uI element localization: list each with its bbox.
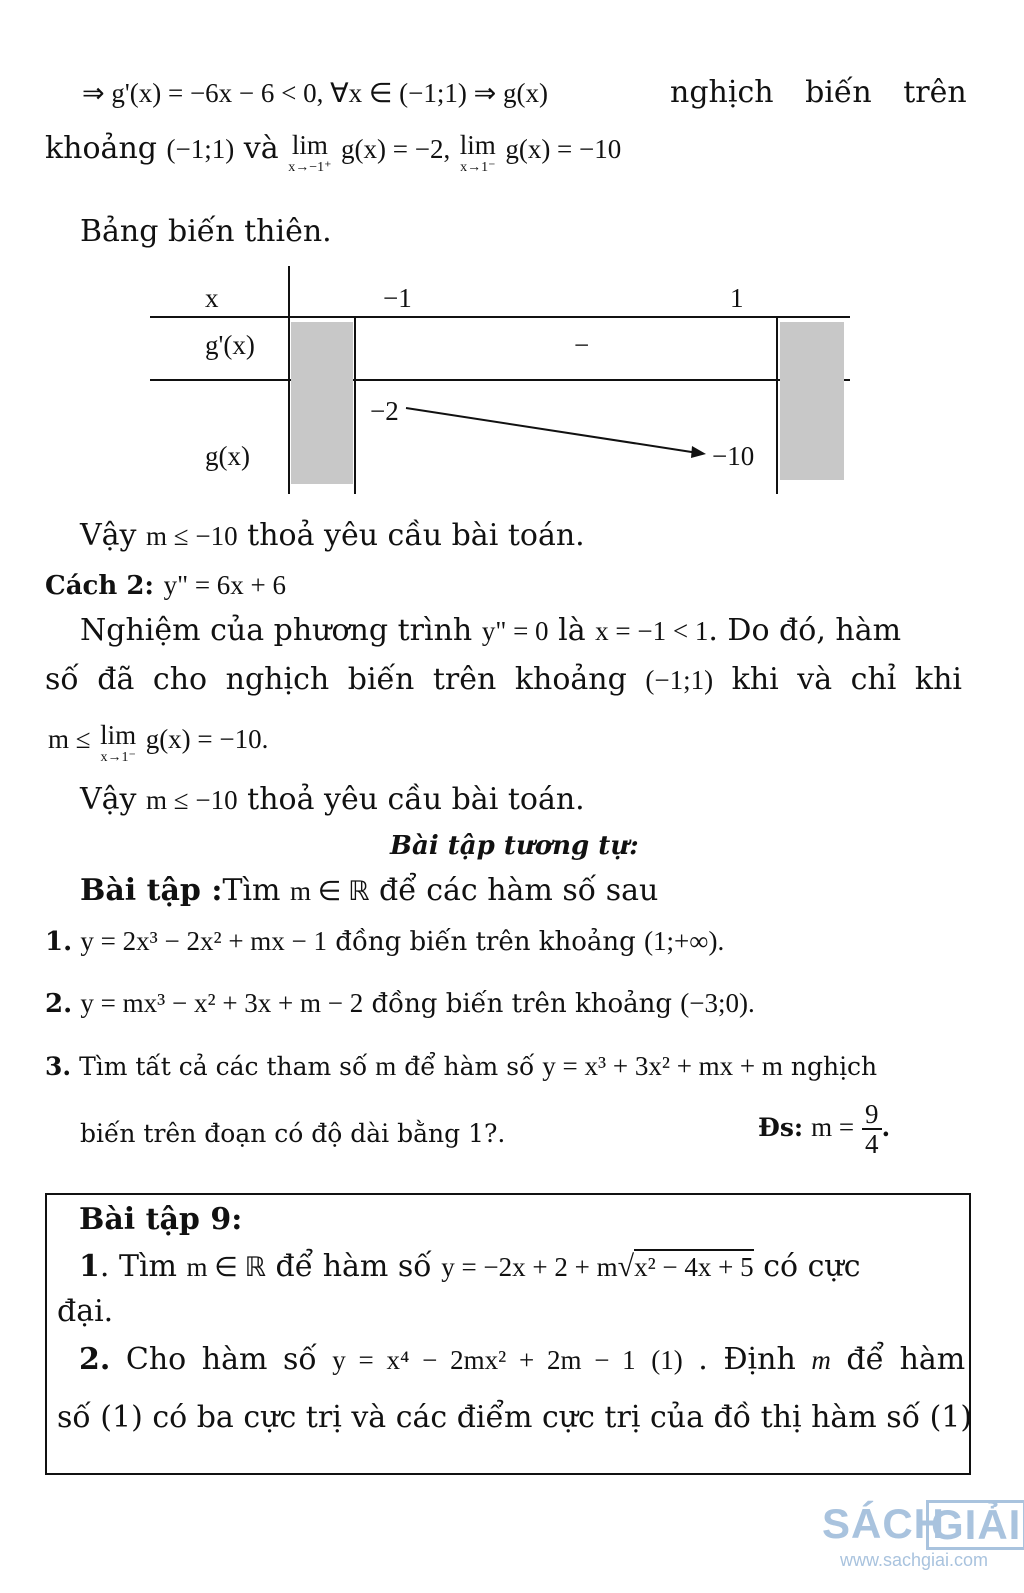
conclusion-2-text: thoả yêu cầu bài toán.	[247, 782, 585, 817]
part-2-text-a: Cho hàm số	[125, 1342, 317, 1377]
exercise-2	[45, 989, 755, 1019]
conclusion-1	[80, 519, 585, 552]
exercise-1-number: 1.	[45, 927, 73, 957]
logo-word-right: GIẢI	[926, 1500, 1024, 1550]
variation-table	[150, 266, 850, 506]
roots-la: là	[558, 613, 586, 648]
exercise-2-interval: (−3;0).	[680, 988, 755, 1018]
method-2	[45, 568, 286, 601]
g-start-value: −2	[370, 396, 399, 426]
exercise-1-interval: (1;+∞).	[644, 926, 725, 956]
exercise-3-text-a: Tìm tất cả các tham số	[79, 1052, 368, 1081]
condition-interval: (−1;1)	[645, 665, 714, 695]
exercise-9-part-1	[79, 1250, 861, 1283]
exercise-3-line2: biến trên đoạn có độ dài bằng 1?.	[80, 1119, 506, 1148]
answer-numerator: 9	[862, 1100, 882, 1130]
limit-condition-sub: x→1⁻	[100, 750, 136, 765]
answer-m: m =	[811, 1111, 855, 1142]
limit-condition-pre: m ≤	[48, 724, 91, 754]
similar-intro-label: Bài tập :	[80, 873, 223, 908]
part-2-number: 2.	[79, 1342, 111, 1377]
exercise-3-text-b: để hàm số	[404, 1052, 535, 1081]
roots-equation: y" = 0	[481, 616, 549, 646]
roots-text: Nghiệm của phương trình	[80, 613, 473, 648]
limits-line	[45, 132, 621, 175]
answer-label: Đs:	[758, 1112, 804, 1142]
conclusion-2	[80, 783, 585, 816]
exercise-9-part-1-line2: đại.	[57, 1294, 114, 1329]
method-2-math: y" = 6x + 6	[163, 570, 287, 600]
limit-right	[460, 132, 496, 175]
part-1-text: để hàm số	[275, 1249, 432, 1284]
exercise-9-box	[45, 1193, 971, 1475]
exercise-9-part-2-line2: số (1) có ba cực trị và các điểm cực trị của đồ thị hàm số (1)	[57, 1400, 973, 1435]
khoang-text: khoảng	[45, 131, 157, 166]
decreasing-arrow	[150, 266, 850, 506]
limit-right-sub: x→1⁻	[460, 160, 496, 175]
variation-table-title: Bảng biến thiên.	[80, 214, 332, 249]
exercise-9-part-2	[79, 1343, 965, 1376]
exercise-9-title: Bài tập 9:	[79, 1202, 243, 1237]
exercise-2-number: 2.	[45, 989, 73, 1019]
part-2-function: y = x⁴ − 2mx² + 2m − 1	[332, 1345, 636, 1375]
decreasing-condition-line	[45, 663, 962, 696]
g-end-value: −10	[712, 441, 755, 471]
part-2-text-b: . Định	[698, 1342, 796, 1377]
condition-text: số đã cho nghịch biến trên khoảng	[45, 662, 627, 697]
roots-value: x = −1 < 1	[595, 616, 709, 646]
logo-url: www.sachgiai.com	[840, 1550, 989, 1570]
conclusion-1-math: m ≤ −10	[146, 521, 238, 551]
derivative-line-text	[670, 76, 967, 109]
conclusion-1-prefix: Vậy	[80, 518, 137, 553]
roots-tail: . Do đó, hàm	[708, 613, 902, 648]
gprime-sign: −	[574, 330, 590, 360]
roots-line	[80, 614, 901, 647]
conclusion-2-prefix: Vậy	[80, 782, 137, 817]
answer-dot: .	[881, 1112, 891, 1142]
x-value-one: 1	[730, 283, 744, 313]
exercise-1-function: y = 2x³ − 2x² + mx − 1	[80, 926, 328, 956]
similar-intro	[80, 874, 658, 907]
exercise-1-text: đồng biến trên khoảng	[335, 927, 636, 957]
answer	[758, 1100, 890, 1159]
exercise-3	[45, 1052, 877, 1082]
limit-left-sub: x→−1⁺	[288, 160, 332, 175]
limit-left-value: g(x) = −2,	[341, 134, 451, 164]
and-text: và	[243, 131, 279, 166]
part-1-radicand: x² − 4x + 5	[634, 1249, 754, 1282]
exercise-3-function: y = x³ + 3x² + mx + m	[542, 1051, 783, 1081]
label-x: x	[205, 283, 219, 313]
exercise-3-param: m	[375, 1051, 397, 1081]
limit-right-value: g(x) = −10	[505, 134, 622, 164]
exercise-2-text: đồng biến trên khoảng	[371, 989, 673, 1019]
part-2-ref: (1)	[651, 1345, 683, 1375]
exercise-3-text-c: nghịch	[790, 1052, 878, 1081]
answer-denominator: 4	[865, 1129, 879, 1160]
part-2-param: m	[811, 1345, 831, 1375]
label-gprime: g'(x)	[205, 330, 255, 360]
condition-tail: khi và chỉ khi	[731, 662, 962, 697]
part-1-function: y = −2x + 2 + m	[441, 1252, 618, 1282]
decreasing-text: nghịch biến trên	[670, 75, 967, 110]
sachgiai-logo	[822, 1488, 1024, 1593]
limit-condition-post: g(x) = −10.	[145, 724, 269, 754]
lim-word: lim	[100, 720, 137, 750]
derivative-math: ⇒ g'(x) = −6x − 6 < 0, ∀x ∈ (−1;1) ⇒ g(x)	[82, 78, 548, 108]
logo-word-left: SÁCH	[822, 1500, 946, 1547]
similar-intro-tail: để các hàm số sau	[379, 873, 659, 908]
exercise-1	[45, 927, 724, 957]
limit-condition-lim	[100, 722, 136, 765]
answer-fraction	[862, 1100, 882, 1159]
derivative-line	[82, 76, 548, 109]
part-2-text-c: để hàm	[846, 1342, 966, 1377]
exercise-3-number: 3.	[45, 1052, 72, 1081]
method-2-label: Cách 2:	[45, 571, 155, 601]
part-1-find: . Tìm	[99, 1249, 177, 1284]
conclusion-2-math: m ≤ −10	[146, 785, 238, 815]
part-1-tail: có cực	[763, 1249, 861, 1284]
conclusion-1-text: thoả yêu cầu bài toán.	[247, 518, 585, 553]
limit-left	[288, 132, 331, 175]
interval-text: (−1;1)	[166, 134, 235, 164]
part-1-set: m ∈ ℝ	[186, 1252, 266, 1282]
exercise-2-function: y = mx³ − x² + 3x + m − 2	[80, 988, 364, 1018]
limit-condition	[48, 722, 268, 765]
x-value-minus-one: −1	[383, 283, 412, 313]
sqrt-sign: √	[617, 1250, 635, 1283]
lim-word: lim	[291, 130, 328, 160]
label-g: g(x)	[205, 441, 250, 471]
similar-intro-math: m ∈ ℝ	[290, 876, 370, 906]
part-1-number: 1	[79, 1249, 100, 1284]
similar-intro-find: Tìm	[222, 873, 281, 908]
similar-exercises-heading: Bài tập tương tự:	[390, 831, 639, 861]
lim-word: lim	[459, 130, 496, 160]
